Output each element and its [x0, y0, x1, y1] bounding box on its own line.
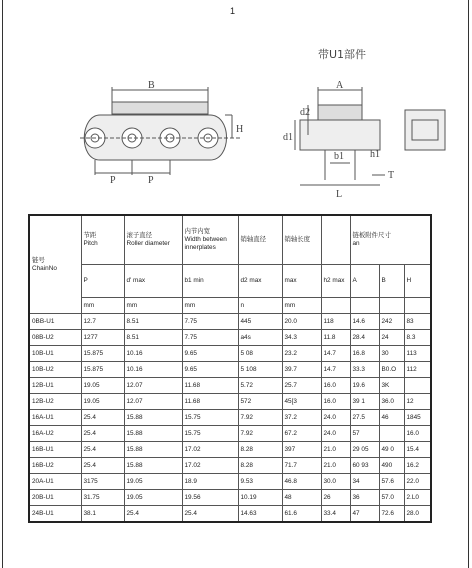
table-cell: 25.7	[282, 378, 321, 394]
subheader-cell: h2 max	[321, 265, 350, 298]
table-cell: 20.0	[282, 314, 321, 330]
subheader-cell: d' max	[124, 265, 182, 298]
table-cell: 19.05	[81, 394, 124, 410]
unit-cell	[404, 298, 431, 314]
dim-H: H	[236, 124, 244, 135]
table-cell: 34	[350, 474, 379, 490]
dim-d1: d1	[283, 132, 293, 143]
unit-cell	[379, 298, 404, 314]
subheader-cell: B	[379, 265, 404, 298]
table-cell: 14.7	[321, 346, 350, 362]
chain-no-cell: 20A-U1	[29, 474, 81, 490]
table-cell: 5 108	[238, 362, 282, 378]
table-cell: 14.7	[321, 362, 350, 378]
chain-no-cell: 24B-U1	[29, 506, 81, 523]
table-cell: 397	[282, 442, 321, 458]
dim-L: L	[336, 189, 343, 200]
table-cell: 60 93	[350, 458, 379, 474]
table-cell: 15.88	[124, 426, 182, 442]
table-cell: 22.0	[404, 474, 431, 490]
table-cell: 7.75	[182, 330, 238, 346]
subheader-cell: P	[81, 265, 124, 298]
table-cell: 34.3	[282, 330, 321, 346]
table-cell: 8.51	[124, 314, 182, 330]
table-cell: 14.63	[238, 506, 282, 523]
table-cell: 27.5	[350, 410, 379, 426]
table-cell: 24.0	[321, 410, 350, 426]
table-cell: 8.28	[238, 442, 282, 458]
table-cell: 28.0	[404, 506, 431, 523]
table-cell: 16.8	[350, 346, 379, 362]
table-row	[29, 474, 431, 490]
table-cell: 15.75	[182, 410, 238, 426]
header-pin-length: 销轴长度	[282, 215, 321, 265]
table-cell: 2.L0	[404, 490, 431, 506]
table-cell: 25.4	[81, 410, 124, 426]
attachment-plate	[112, 102, 208, 114]
table-cell: 19.05	[81, 378, 124, 394]
header-width: 内节内宽 Width between innerplates	[182, 215, 238, 265]
table-cell: 113	[404, 346, 431, 362]
table-row	[29, 314, 431, 330]
chain-no-cell: 12B-U1	[29, 378, 81, 394]
table-cell	[379, 426, 404, 442]
table-cell: 8.28	[238, 458, 282, 474]
chain-no-cell: 0BB-U1	[29, 314, 81, 330]
table-cell: 31.75	[81, 490, 124, 506]
table-cell: 445	[238, 314, 282, 330]
table-cell: 71.7	[282, 458, 321, 474]
dim-P: P	[110, 175, 116, 186]
table-cell: 16.0	[404, 426, 431, 442]
table-cell: 15.88	[124, 410, 182, 426]
header-pin-diameter: 销轴直径	[238, 215, 282, 265]
table-cell: 1845	[404, 410, 431, 426]
subheader-cell: d2 max	[238, 265, 282, 298]
chain-no-cell: 20B-U1	[29, 490, 81, 506]
subheader-cell: H	[404, 265, 431, 298]
table-cell: 9.65	[182, 362, 238, 378]
table-cell: 16.0	[321, 378, 350, 394]
table-cell: 25.4	[81, 442, 124, 458]
table-cell: 30.0	[321, 474, 350, 490]
table-cell: 28.4	[350, 330, 379, 346]
table-cell: 21.0	[321, 458, 350, 474]
table-row	[29, 346, 431, 362]
table-cell: 19.56	[182, 490, 238, 506]
table-cell: 118	[321, 314, 350, 330]
table-cell: 17.02	[182, 458, 238, 474]
table-cell: 46.8	[282, 474, 321, 490]
table-cell: 3175	[81, 474, 124, 490]
dim-T: T	[388, 170, 395, 181]
table-cell: 7.75	[182, 314, 238, 330]
table-cell: 25.4	[81, 426, 124, 442]
table-cell: 8.3	[404, 330, 431, 346]
table-cell: 57.6	[379, 474, 404, 490]
unit-cell	[350, 298, 379, 314]
table-row	[29, 362, 431, 378]
table-cell: 5.72	[238, 378, 282, 394]
table-cell: 15.88	[124, 458, 182, 474]
table-row	[29, 506, 431, 523]
table-cell: 11.8	[321, 330, 350, 346]
table-cell: 19.6	[350, 378, 379, 394]
table-cell: 9.65	[182, 346, 238, 362]
table-cell: 490	[379, 458, 404, 474]
table-cell: 12	[404, 394, 431, 410]
table-cell: 17.02	[182, 442, 238, 458]
table-cell: 49 0	[379, 442, 404, 458]
table-cell: 23.2	[282, 346, 321, 362]
table-row	[29, 490, 431, 506]
table-cell: 10.19	[238, 490, 282, 506]
subheader-cell: b1 min	[182, 265, 238, 298]
table-cell: 33.3	[350, 362, 379, 378]
table-cell: 25.4	[182, 506, 238, 523]
header-chain-no: 链号 ChainNo	[29, 215, 81, 314]
chain-attachment-drawing	[0, 35, 472, 205]
table-cell: 72.6	[379, 506, 404, 523]
table-cell: 12.7	[81, 314, 124, 330]
table-cell: 67.2	[282, 426, 321, 442]
dim-B: B	[148, 80, 155, 91]
header-attachment: 链板附件尺寸 an	[350, 215, 431, 265]
table-row	[29, 330, 431, 346]
chain-no-cell: 16A-U1	[29, 410, 81, 426]
table-cell: 21.0	[321, 442, 350, 458]
table-cell: 47	[350, 506, 379, 523]
table-cell: 57	[350, 426, 379, 442]
table-row	[29, 410, 431, 426]
table-cell: 16.2	[404, 458, 431, 474]
table-cell: 25.4	[81, 458, 124, 474]
table-cell: 18.9	[182, 474, 238, 490]
table-cell: 572	[238, 394, 282, 410]
table-cell: 7.92	[238, 410, 282, 426]
table-cell: 10.16	[124, 362, 182, 378]
dim-A: A	[336, 80, 344, 91]
table-cell: 15.875	[81, 362, 124, 378]
chain-no-cell: 16B-U2	[29, 458, 81, 474]
table-cell: 29 05	[350, 442, 379, 458]
unit-cell: mm	[81, 298, 124, 314]
table-cell: 10.16	[124, 346, 182, 362]
table-cell: 48	[282, 490, 321, 506]
table-cell: 19.05	[124, 490, 182, 506]
table-cell: 57.0	[379, 490, 404, 506]
table-cell: 5 08	[238, 346, 282, 362]
dim-d2: d2	[300, 107, 310, 118]
diagram-title: 带U1部件	[318, 48, 367, 61]
dim-b1: b1	[334, 151, 344, 162]
unit-cell: mm	[282, 298, 321, 314]
table-cell: 15.75	[182, 426, 238, 442]
chain-no-cell: 16A-U2	[29, 426, 81, 442]
table-cell: 12.07	[124, 378, 182, 394]
table-cell: 112	[404, 362, 431, 378]
table-cell: 83	[404, 314, 431, 330]
table-cell: 11.68	[182, 394, 238, 410]
table-cell: 24.0	[321, 426, 350, 442]
chain-no-cell: 12B-U2	[29, 394, 81, 410]
table-cell: 61.6	[282, 506, 321, 523]
table-cell: 14.6	[350, 314, 379, 330]
table-cell: 26	[321, 490, 350, 506]
table-cell: 15.875	[81, 346, 124, 362]
table-cell: 39.7	[282, 362, 321, 378]
table-cell: B0.O	[379, 362, 404, 378]
table-cell: 36.0	[379, 394, 404, 410]
table-cell: 25.4	[124, 506, 182, 523]
chain-no-cell: 10B-U1	[29, 346, 81, 362]
table-cell: 242	[379, 314, 404, 330]
table-cell: 30	[379, 346, 404, 362]
table-cell: 15.4	[404, 442, 431, 458]
dim-P: P	[148, 175, 154, 186]
header-empty	[321, 215, 350, 265]
table-row	[29, 442, 431, 458]
table-cell: 36	[350, 490, 379, 506]
header-pitch: 节距 Pitch	[81, 215, 124, 265]
chain-no-cell: 16B-U1	[29, 442, 81, 458]
table-cell: 7.92	[238, 426, 282, 442]
unit-cell	[321, 298, 350, 314]
table-cell: 45[3	[282, 394, 321, 410]
unit-cell: mm	[182, 298, 238, 314]
dim-h1: h1	[370, 149, 380, 160]
table-cell: 12.07	[124, 394, 182, 410]
table-cell: 3K	[379, 378, 404, 394]
table-cell: a4s	[238, 330, 282, 346]
table-cell	[404, 378, 431, 394]
chain-spec-table	[28, 214, 432, 523]
unit-cell: mm	[124, 298, 182, 314]
table-row	[29, 458, 431, 474]
table-cell: 33.4	[321, 506, 350, 523]
table-row	[29, 394, 431, 410]
table-cell: 19.05	[124, 474, 182, 490]
chain-no-cell: 08B-U2	[29, 330, 81, 346]
table-row	[29, 378, 431, 394]
end-view-plate	[300, 120, 380, 150]
table-cell: 9.53	[238, 474, 282, 490]
table-cell: 24	[379, 330, 404, 346]
table-cell: 46	[379, 410, 404, 426]
subheader-cell: max	[282, 265, 321, 298]
table-cell: 39 1	[350, 394, 379, 410]
table-cell: 15.88	[124, 442, 182, 458]
table-row	[29, 426, 431, 442]
table-cell: 38.1	[81, 506, 124, 523]
table-cell: 1277	[81, 330, 124, 346]
chain-no-cell: 10B-U2	[29, 362, 81, 378]
table-cell: 11.68	[182, 378, 238, 394]
page-number: 1	[230, 6, 236, 16]
table-cell: 8.51	[124, 330, 182, 346]
subheader-cell: A	[350, 265, 379, 298]
unit-cell: n	[238, 298, 282, 314]
header-roller: 滚子直径 Roller diameter	[124, 215, 182, 265]
table-cell: 37.2	[282, 410, 321, 426]
table-cell: 16.0	[321, 394, 350, 410]
